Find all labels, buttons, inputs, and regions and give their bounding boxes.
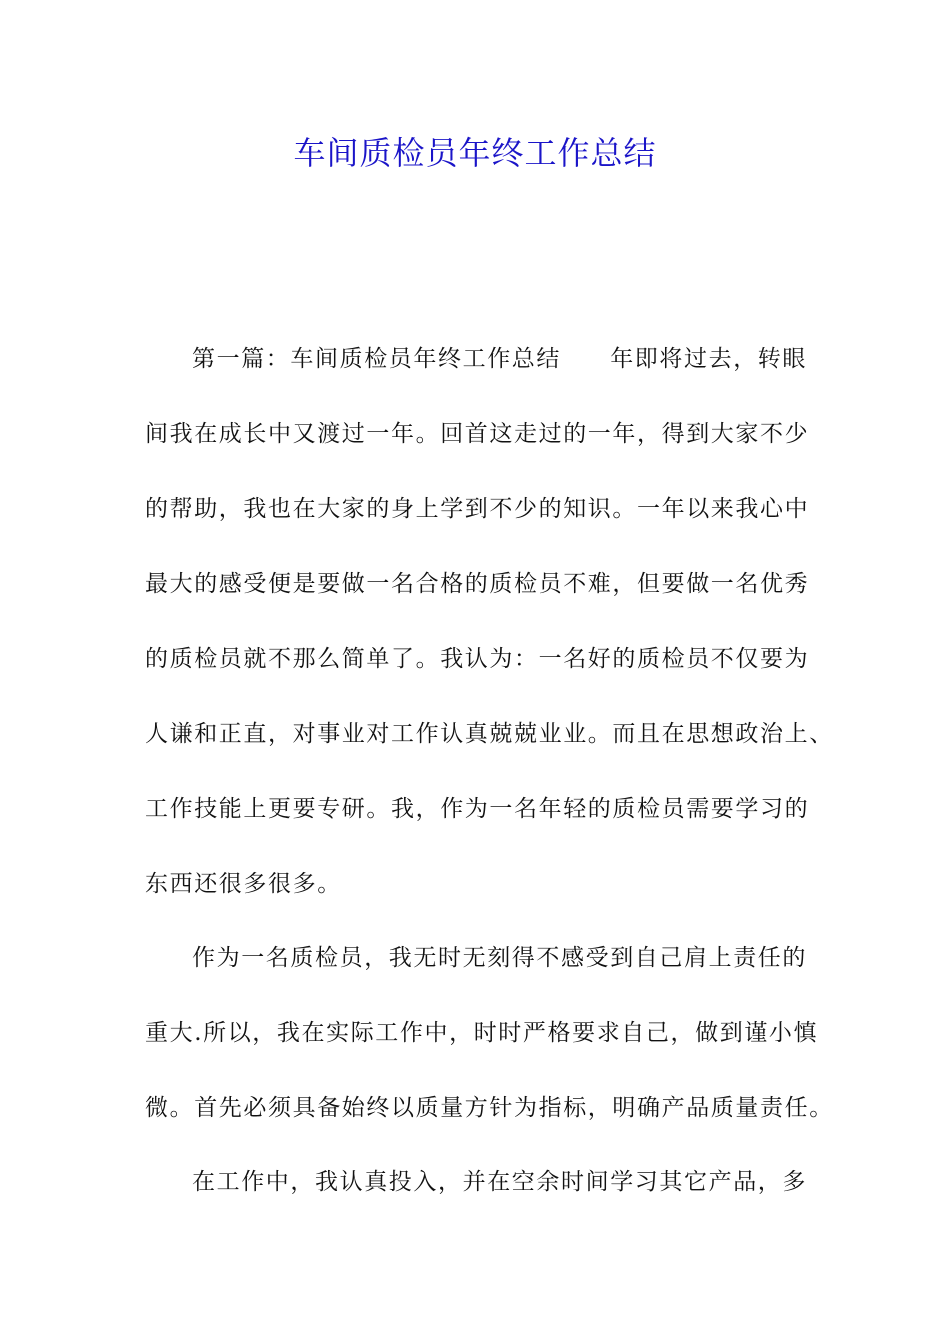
paragraph-line: 人谦和正直，对事业对工作认真兢兢业业。而且在思想政治上、 — [145, 721, 834, 747]
paragraph-line: 作为一名质检员，我无时无刻得不感受到自己肩上责任的 — [192, 945, 807, 971]
paragraph-line: 的帮助，我也在大家的身上学到不少的知识。一年以来我心中 — [145, 496, 810, 522]
paragraph-line: 重大.所以，我在实际工作中，时时严格要求自己，做到谨小慎 — [145, 1020, 819, 1046]
paragraph-line: 微。首先必须具备始终以质量方针为指标，明确产品质量责任。 — [145, 1095, 834, 1121]
paragraph-line: 间我在成长中又渡过一年。回首这走过的一年，得到大家不少 — [145, 421, 810, 447]
paragraph-line: 最大的感受便是要做一名合格的质检员不难，但要做一名优秀 — [145, 571, 810, 597]
paragraph-line: 第一篇：车间质检员年终工作总结 年即将过去，转眼 — [192, 346, 807, 372]
paragraph-line: 东西还很多很多。 — [145, 871, 342, 897]
paragraph-line: 的质检员就不那么简单了。我认为：一名好的质检员不仅要为 — [145, 646, 810, 672]
document-title: 车间质检员年终工作总结 — [293, 134, 657, 172]
paragraph-line: 工作技能上更要专研。我，作为一名年轻的质检员需要学习的 — [145, 796, 810, 822]
paragraph-line: 在工作中，我认真投入，并在空余时间学习其它产品，多 — [192, 1169, 807, 1195]
